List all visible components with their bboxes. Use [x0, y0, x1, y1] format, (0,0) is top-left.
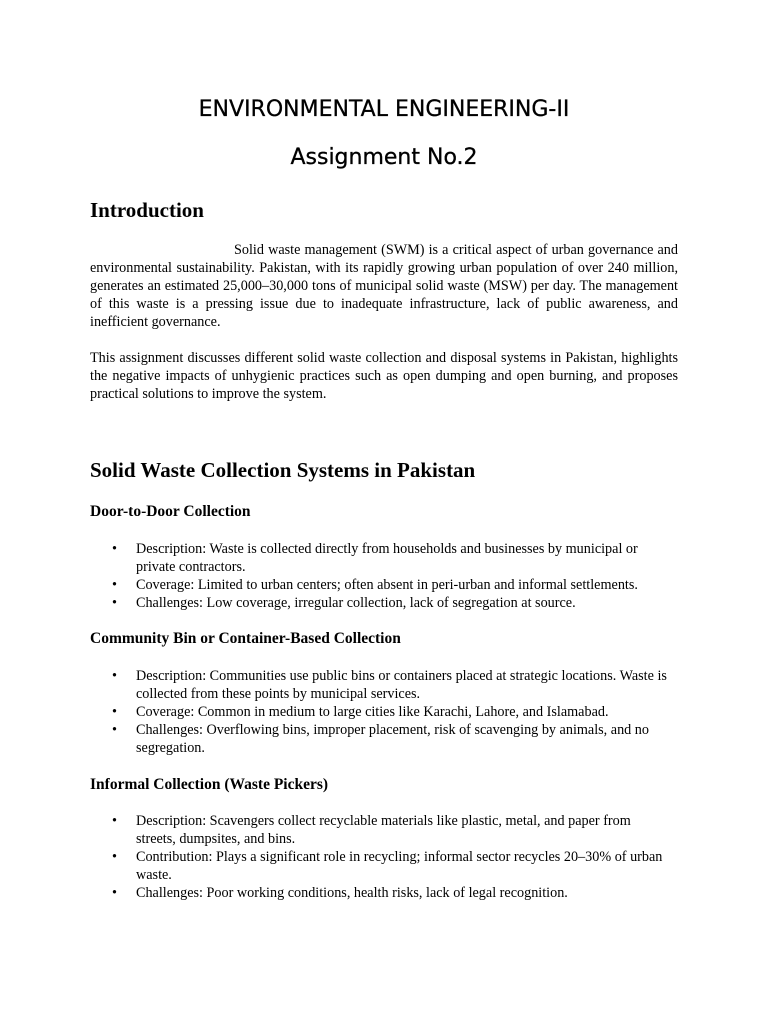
bullet-icon: • [112, 885, 117, 901]
list-item: • Description: Communities use public bins or containers placed at strategic locations. Waste is collected from these points by municipal services. [112, 668, 667, 702]
list-community-bin [90, 667, 678, 757]
list-door-to-door [90, 540, 678, 612]
bullet-icon: • [112, 577, 117, 593]
bullet-icon: • [112, 813, 117, 829]
list-item: • Challenges: Poor working conditions, health risks, lack of legal recognition. [112, 885, 568, 901]
list-item: • Contribution: Plays a significant role in recycling; informal sector recycles 20–30% of urban waste. [112, 849, 663, 883]
introduction-paragraph-1: Solid waste management (SWM) is a critical aspect of urban governance and environmental sustainability. Pakistan, with its rapidly growing urban population of over 240 million, generates an estimated 25,000–30,000 tons of municipal solid waste (MSW) per day. The management of this waste is a pressing issue due to inadequate infrastructure, lack of public awareness, and inefficient governance. [90, 242, 678, 330]
bullet-icon: • [112, 704, 117, 720]
list-item: • Coverage: Common in medium to large cities like Karachi, Lahore, and Islamabad. [112, 704, 609, 720]
list-informal-collection [90, 812, 678, 902]
bullet-icon: • [112, 849, 117, 865]
list-item: • Coverage: Limited to urban centers; often absent in peri-urban and informal settlements. [112, 577, 638, 593]
bullet-icon: • [112, 541, 117, 557]
section-heading-informal-collection: Informal Collection (Waste Pickers) [90, 776, 329, 793]
list-item: • Description: Scavengers collect recyclable materials like plastic, metal, and paper from streets, dumpsites, and bins. [112, 813, 631, 847]
collection-systems-heading: Solid Waste Collection Systems in Pakistan [90, 458, 476, 482]
document-title: ENVIRONMENTAL ENGINEERING-II [198, 97, 570, 122]
introduction-heading: Introduction [90, 198, 204, 222]
section-heading-door-to-door: Door-to-Door Collection [90, 503, 251, 520]
introduction-paragraph-2: This assignment discusses different solid waste collection and disposal systems in Pakistan, highlights the negative impacts of unhygienic practices such as open dumping and open burning, and proposes practical solutions to improve the system. [90, 350, 678, 402]
bullet-icon: • [112, 668, 117, 684]
list-item: • Challenges: Overflowing bins, improper placement, risk of scavenging by animals, and no segregation. [112, 722, 649, 756]
document-subtitle: Assignment No.2 [290, 145, 478, 170]
section-heading-community-bin: Community Bin or Container-Based Collection [90, 630, 401, 647]
bullet-icon: • [112, 722, 117, 738]
list-item: • Challenges: Low coverage, irregular collection, lack of segregation at source. [112, 595, 576, 611]
list-item: • Description: Waste is collected directly from households and businesses by municipal or private contractors. [112, 541, 638, 575]
bullet-icon: • [112, 595, 117, 611]
